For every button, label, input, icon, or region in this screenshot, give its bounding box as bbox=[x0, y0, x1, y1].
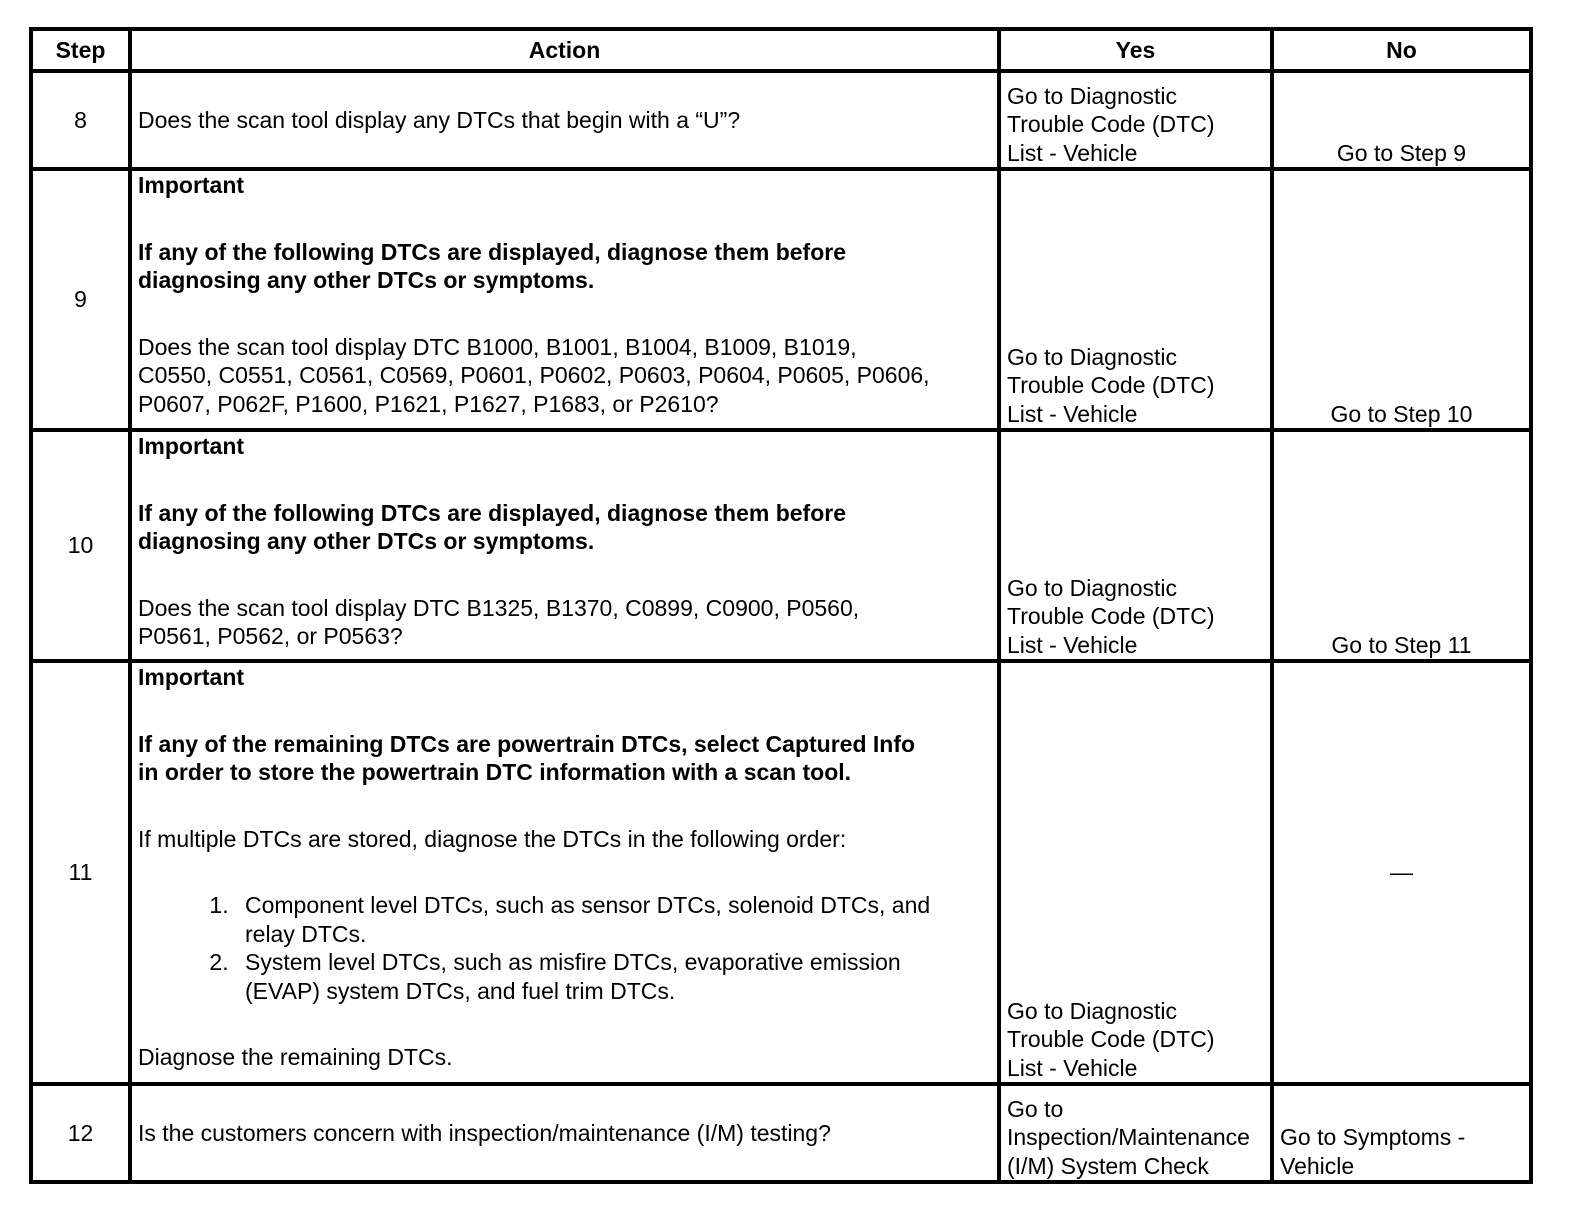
action-text bbox=[130, 71, 999, 169]
yes-cell bbox=[999, 661, 1272, 1084]
yes-cell bbox=[999, 169, 1272, 430]
yes-line: (I/M) System Check bbox=[1007, 1152, 1209, 1179]
important-text: diagnosing any other DTCs or symptoms. bbox=[138, 528, 595, 554]
yes-line: Trouble Code (DTC) bbox=[1007, 111, 1215, 137]
yes-line: Trouble Code (DTC) bbox=[1007, 372, 1215, 398]
table-header-row bbox=[31, 29, 1531, 71]
yes-cell bbox=[999, 1084, 1272, 1182]
no-cell bbox=[1272, 1084, 1531, 1182]
table-row-step-9 bbox=[31, 169, 1531, 430]
step-number: 8 bbox=[31, 71, 130, 169]
action-text bbox=[130, 1084, 999, 1182]
no-cell: Go to Step 9 bbox=[1272, 71, 1531, 169]
yes-line: Trouble Code (DTC) bbox=[1007, 1026, 1215, 1052]
closing-text: Diagnose the remaining DTCs. bbox=[138, 1044, 453, 1070]
no-cell: — bbox=[1272, 661, 1531, 1084]
action-question: P0561, P0562, or P0563? bbox=[138, 623, 403, 649]
step-number: 11 bbox=[31, 661, 130, 1084]
diagnostic-table bbox=[29, 27, 1533, 1184]
important-text: If any of the following DTCs are displayed, diagnose them before bbox=[138, 499, 846, 526]
yes-line: Go to Diagnostic bbox=[1007, 343, 1178, 370]
table-row-step-8 bbox=[31, 71, 1531, 169]
yes-line: Inspection/Maintenance bbox=[1007, 1124, 1250, 1150]
list-item-text: 1. Component level DTCs, such as sensor DTCs, solenoid DTCs, and bbox=[245, 892, 931, 918]
header-yes: Yes bbox=[999, 29, 1272, 71]
important-text: diagnosing any other DTCs or symptoms. bbox=[138, 267, 595, 293]
yes-line: List - Vehicle bbox=[1007, 400, 1138, 427]
list-item-text: (EVAP) system DTCs, and fuel trim DTCs. bbox=[245, 977, 676, 1004]
no-cell: Go to Step 11 bbox=[1272, 430, 1531, 661]
action-text bbox=[130, 430, 999, 661]
yes-cell bbox=[999, 430, 1272, 661]
action-question: Does the scan tool display DTC B1000, B1001, B1004, B1009, B1019, bbox=[138, 333, 857, 360]
list-item bbox=[235, 948, 991, 1005]
header-step: Step bbox=[31, 29, 130, 71]
table-row-step-10 bbox=[31, 430, 1531, 661]
yes-line: Trouble Code (DTC) bbox=[1007, 603, 1215, 629]
important-label: Important bbox=[138, 664, 245, 690]
no-line: Vehicle bbox=[1280, 1152, 1355, 1179]
action-question: C0550, C0551, C0561, C0569, P0601, P0602, P0603, P0604, P0605, P0606, bbox=[138, 362, 930, 388]
list-item-text: relay DTCs. bbox=[245, 920, 367, 947]
action-question: Does the scan tool display DTC B1325, B1370, C0899, C0900, P0560, bbox=[138, 594, 860, 621]
yes-line: Go to bbox=[1007, 1095, 1064, 1122]
yes-line: Go to Diagnostic bbox=[1007, 997, 1178, 1024]
action-question: Does the scan tool display any DTCs that begin with a “U”? bbox=[138, 106, 741, 133]
table-row-step-11 bbox=[31, 661, 1531, 1084]
action-question: Is the customers concern with inspection/maintenance (I/M) testing? bbox=[138, 1119, 831, 1146]
list-item bbox=[235, 891, 991, 948]
yes-line: List - Vehicle bbox=[1007, 139, 1138, 166]
action-question: P0607, P062F, P1600, P1621, P1627, P1683, or P2610? bbox=[138, 390, 719, 417]
yes-line: Go to Diagnostic bbox=[1007, 82, 1178, 109]
yes-line: List - Vehicle bbox=[1007, 1054, 1138, 1081]
header-action: Action bbox=[130, 29, 999, 71]
yes-line: Go to Diagnostic bbox=[1007, 574, 1178, 601]
yes-line: List - Vehicle bbox=[1007, 631, 1138, 658]
table-row-step-12 bbox=[31, 1084, 1531, 1182]
step-number: 9 bbox=[31, 169, 130, 430]
important-text: If any of the following DTCs are displayed, diagnose them before bbox=[138, 238, 846, 265]
action-text bbox=[130, 661, 999, 1084]
step-number: 10 bbox=[31, 430, 130, 661]
yes-cell bbox=[999, 71, 1272, 169]
order-list bbox=[138, 891, 991, 1005]
important-text: in order to store the powertrain DTC information with a scan tool. bbox=[138, 759, 852, 785]
important-text: If any of the remaining DTCs are powertrain DTCs, select Captured Info bbox=[138, 730, 916, 757]
step-number: 12 bbox=[31, 1084, 130, 1182]
important-label: Important bbox=[138, 433, 245, 459]
no-cell: Go to Step 10 bbox=[1272, 169, 1531, 430]
header-no: No bbox=[1272, 29, 1531, 71]
list-item-text: 2. System level DTCs, such as misfire DTCs, evaporative emission bbox=[245, 949, 901, 975]
order-intro: If multiple DTCs are stored, diagnose the DTCs in the following order: bbox=[138, 825, 847, 852]
important-label: Important bbox=[138, 172, 245, 198]
no-line: Go to Symptoms - bbox=[1280, 1124, 1466, 1150]
action-text bbox=[130, 169, 999, 430]
